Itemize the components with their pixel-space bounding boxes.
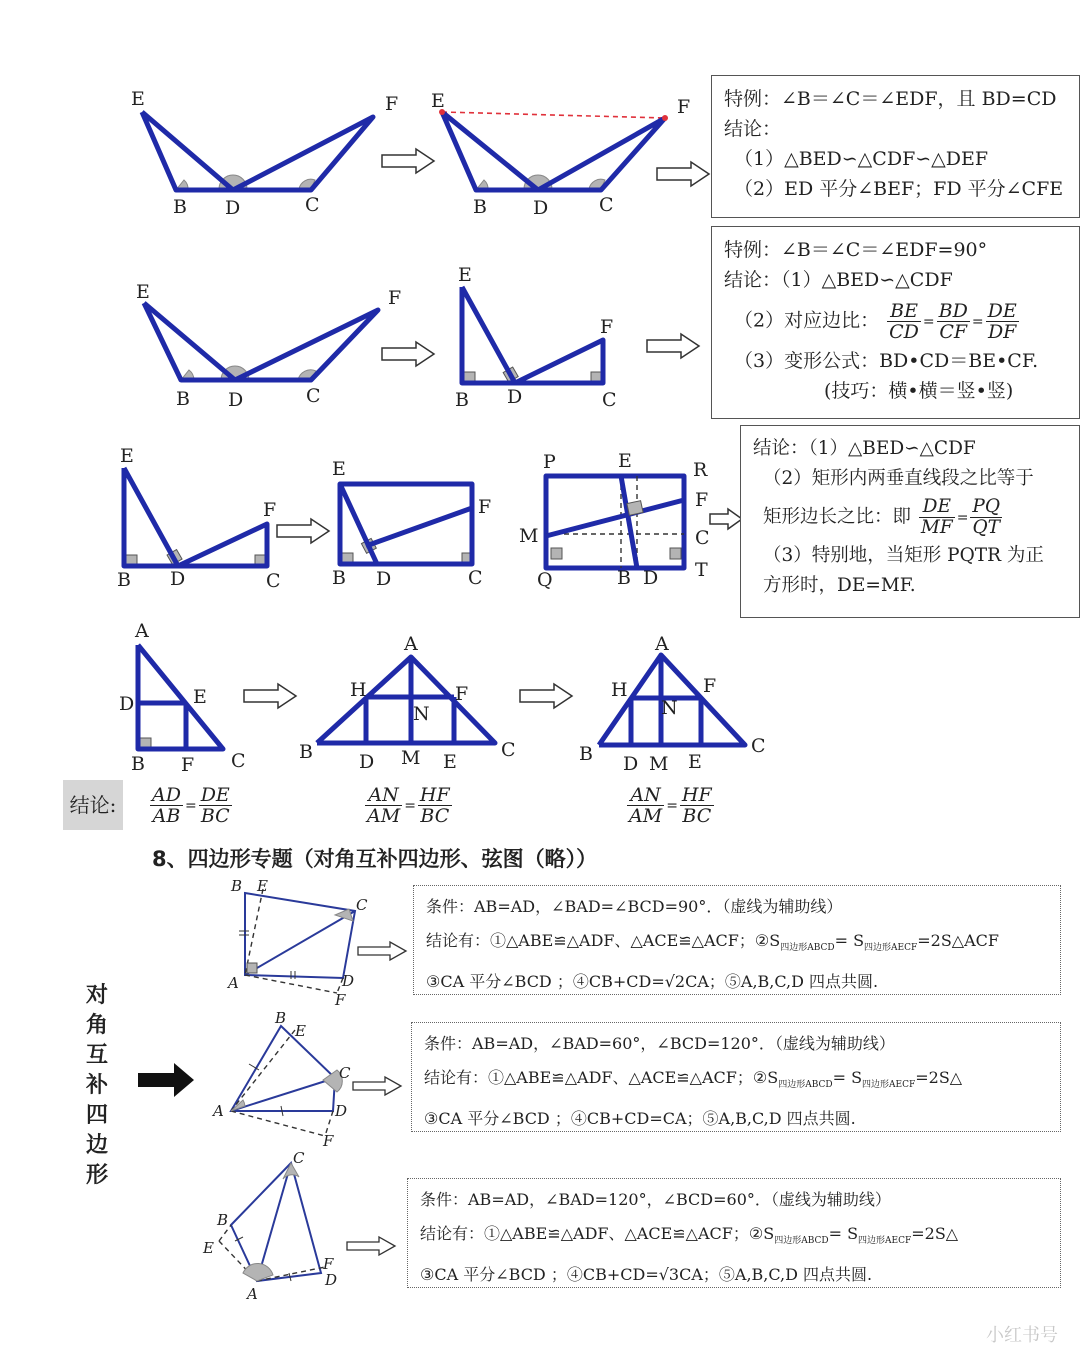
svg-text:D: D <box>119 693 135 715</box>
watermark: 小红书号 <box>986 1325 1058 1346</box>
svg-text:P: P <box>543 451 556 473</box>
svg-text:B: B <box>332 567 346 589</box>
svg-text:D: D <box>225 197 241 219</box>
denominator: BC <box>682 805 712 827</box>
vertical-char: 互 <box>85 1042 108 1068</box>
svg-text:F: F <box>323 1255 334 1273</box>
box-text: 特例：∠B＝∠C＝∠EDF，且 BD=CD <box>724 88 1057 110</box>
vertical-char: 对 <box>85 982 108 1008</box>
svg-text:D: D <box>507 386 523 408</box>
svg-text:C: C <box>602 389 617 411</box>
svg-text:F: F <box>385 93 399 115</box>
svg-text:B: B <box>173 196 187 218</box>
box-text: 结论：（1）△BED∽△CDF <box>753 438 976 459</box>
svg-text:E: E <box>332 458 346 480</box>
figure-row4-c <box>575 630 775 780</box>
box-text: =2S△ACF <box>917 931 999 950</box>
arrow-right-icon <box>351 1075 403 1097</box>
fraction <box>970 497 1002 538</box>
svg-text:C: C <box>468 567 483 589</box>
svg-text:D: D <box>623 753 639 775</box>
svg-text:C: C <box>306 385 321 407</box>
svg-text:M: M <box>649 753 669 775</box>
svg-text:E: E <box>443 751 457 773</box>
svg-text:F: F <box>263 499 277 521</box>
svg-text:A: A <box>655 633 669 655</box>
numerator: AN <box>365 785 402 806</box>
box-text: （2）ED 平分∠BEF；FD 平分∠CFE <box>734 178 1064 200</box>
denominator: MF <box>920 517 953 538</box>
box-text: 结论有：①△ABE≌△ADF、△ACE≌△ACF；②S <box>420 1224 775 1243</box>
figure-row2-a <box>130 280 400 420</box>
svg-text:H: H <box>350 679 367 701</box>
figure-row1-a <box>125 85 399 225</box>
conclusion-box-row1 <box>711 75 1080 218</box>
denominator: AM <box>629 805 663 827</box>
numerator: DE <box>919 497 955 518</box>
denominator: CD <box>889 321 919 343</box>
box-text: （3）变形公式：BD•CD＝BE•CF. <box>734 350 1039 372</box>
svg-text:N: N <box>661 697 678 719</box>
arrow-right-icon <box>518 682 574 710</box>
svg-text:D: D <box>533 197 549 219</box>
arrow-right-icon <box>356 940 408 962</box>
box-text: （2）对应边比： <box>734 309 880 332</box>
svg-text:F: F <box>695 489 709 511</box>
condition-box-1 <box>413 885 1061 995</box>
numerator: HF <box>419 784 450 806</box>
box-text: 方形时，DE=MF. <box>763 575 916 596</box>
arrow-right-icon <box>380 340 436 368</box>
vertical-char: 补 <box>85 1072 108 1098</box>
box-text: （3）特别地，当矩形 PQTR 为正 <box>763 545 1044 566</box>
box-text: 结论有：①△ABE≌△ADF、△ACE≌△ACF；②S <box>426 931 781 950</box>
svg-text:A: A <box>247 1285 258 1303</box>
svg-text:B: B <box>617 567 631 589</box>
svg-text:D: D <box>335 1102 348 1120</box>
svg-text:C: C <box>695 527 710 549</box>
figure-row4-b <box>295 630 525 780</box>
svg-text:F: F <box>181 754 195 776</box>
svg-text:F: F <box>388 287 402 309</box>
figure-row3-b <box>328 458 498 590</box>
arrow-right-icon <box>708 507 744 531</box>
svg-text:B: B <box>473 196 487 218</box>
subscript: 四边形AECF <box>864 943 918 954</box>
box-text: 特例：∠B＝∠C＝∠EDF=90° <box>724 239 988 261</box>
svg-text:F: F <box>703 675 717 697</box>
svg-text:F: F <box>323 1132 334 1150</box>
svg-text:B: B <box>131 753 145 775</box>
svg-text:E: E <box>431 90 445 112</box>
svg-text:E: E <box>257 877 268 895</box>
svg-text:H: H <box>611 679 628 701</box>
svg-text:D: D <box>228 389 244 411</box>
svg-text:D: D <box>359 751 375 773</box>
denominator: DF <box>987 321 1017 343</box>
svg-text:M: M <box>519 525 539 547</box>
svg-text:B: B <box>455 389 469 411</box>
svg-text:E: E <box>618 450 632 472</box>
box-text: 矩形边长之比：即 <box>763 506 912 528</box>
fraction <box>919 497 955 538</box>
svg-text:B: B <box>176 388 190 410</box>
svg-text:B: B <box>275 1009 287 1027</box>
svg-text:A: A <box>228 974 239 992</box>
svg-text:A: A <box>213 1102 224 1120</box>
ratio-row: （2）对应边比： $\frac{BE}{CD}$ = $\frac{BD}{CF}$ = $\frac{DE}{DF}$ <box>734 300 1017 343</box>
svg-text:F: F <box>335 991 346 1009</box>
result-row <box>420 1217 1048 1258</box>
svg-text:D: D <box>170 568 186 590</box>
figure-quad-3 <box>195 1145 355 1305</box>
numerator: DE <box>987 300 1017 322</box>
svg-text:B: B <box>579 743 593 765</box>
arrow-right-icon <box>242 682 298 710</box>
figure-quad-1 <box>225 875 370 1010</box>
svg-text:N: N <box>413 703 430 725</box>
svg-text:E: E <box>203 1239 214 1257</box>
vertical-label <box>82 980 112 1190</box>
box-text: （2）矩形内两垂直线段之比等于 <box>763 468 1034 489</box>
result-row <box>426 924 1048 965</box>
box-text: = S <box>828 1224 859 1243</box>
svg-text:C: C <box>501 739 516 761</box>
box-text: 结论：（1）△BED∽△CDF <box>724 269 953 291</box>
vertical-char: 角 <box>85 1012 108 1038</box>
figure-quad-2 <box>205 1008 365 1148</box>
svg-text:A: A <box>135 620 149 642</box>
numerator: DE <box>200 784 230 806</box>
svg-text:B: B <box>117 569 131 591</box>
svg-text:T: T <box>695 559 708 581</box>
svg-text:E: E <box>688 751 702 773</box>
numerator: AN <box>627 785 664 806</box>
denominator: AM <box>367 805 401 827</box>
numerator: HF <box>681 784 712 806</box>
vertical-char: 形 <box>85 1162 108 1188</box>
box-text: = S <box>834 931 865 950</box>
box-text: 条件：AB=AD，∠BAD=120°，∠BCD=60°．（虚线为辅助线） <box>420 1190 891 1209</box>
figure-row3-a <box>112 445 292 593</box>
numerator: PQ <box>972 496 1001 517</box>
svg-text:B: B <box>299 741 313 763</box>
svg-text:R: R <box>693 459 708 481</box>
figure-row2-b <box>450 265 630 415</box>
svg-text:D: D <box>376 568 392 590</box>
numerator: BE <box>887 301 921 322</box>
denominator: BC <box>420 805 450 827</box>
svg-text:E: E <box>295 1022 306 1040</box>
numerator: AD <box>152 784 181 806</box>
svg-text:D: D <box>643 567 659 589</box>
svg-text:F: F <box>478 496 492 518</box>
svg-text:Q: Q <box>537 569 553 591</box>
svg-text:C: C <box>231 750 246 772</box>
svg-text:C: C <box>339 1064 351 1082</box>
vertical-char: 边 <box>85 1132 108 1158</box>
subscript: 四边形AECF <box>862 1080 916 1091</box>
numerator: BD <box>938 300 968 322</box>
svg-text:D: D <box>342 972 355 990</box>
box-text: 结论： <box>724 118 782 140</box>
condition-box-2 <box>411 1022 1061 1132</box>
box-text: =2S△ <box>911 1224 959 1243</box>
box-text: (技巧：横•横＝竖•竖) <box>824 380 1014 402</box>
ratio-formula-3: $\frac{AN}{AM}$ = $\frac{HF}{BC}$ <box>629 784 712 827</box>
denominator: CF <box>939 321 968 343</box>
svg-text:F: F <box>600 316 614 338</box>
svg-text:E: E <box>120 445 134 467</box>
conclusion-label: 结论: <box>63 780 123 830</box>
box-text: ③CA 平分∠BCD ；④CB+CD=CA；⑤A,B,C,D 四点共圆. <box>424 1109 856 1129</box>
arrow-right-icon <box>655 160 711 188</box>
section-title: 8、四边形专题（对角互补四边形、弦图（略）） <box>152 847 598 871</box>
denominator: BC <box>200 805 230 827</box>
svg-text:E: E <box>193 686 207 708</box>
figure-row1-b <box>425 85 695 225</box>
svg-text:E: E <box>458 264 472 286</box>
svg-text:B: B <box>231 877 243 895</box>
subscript: 四边形ABCD <box>774 1236 829 1247</box>
svg-text:C: C <box>751 735 766 757</box>
denominator: QT <box>972 517 1000 538</box>
svg-text:F: F <box>455 683 469 705</box>
fraction <box>887 301 921 342</box>
svg-text:C: C <box>293 1149 305 1167</box>
svg-text:D: D <box>325 1271 338 1289</box>
svg-text:F: F <box>677 96 691 118</box>
svg-text:C: C <box>356 896 368 914</box>
conclusion-box-row2 <box>711 226 1080 419</box>
box-text: ③CA 平分∠BCD ；④CB+CD=√3CA；⑤A,B,C,D 四点共圆. <box>420 1265 873 1285</box>
vertical-char: 四 <box>85 1102 108 1128</box>
subscript: 四边形ABCD <box>780 943 835 954</box>
box-text: 条件：AB=AD，∠BAD=∠BCD=90°．（虚线为辅助线） <box>426 897 843 916</box>
svg-text:M: M <box>401 747 421 769</box>
subscript: 四边形AECF <box>858 1236 912 1247</box>
svg-text:E: E <box>131 88 145 110</box>
arrow-right-icon <box>345 1235 397 1257</box>
fraction <box>986 301 1019 342</box>
ratio-row: 矩形边长之比：即 $\frac{DE}{MF}$ = $\frac{PQ}{QT}$ <box>763 496 1001 538</box>
box-text: = S <box>832 1068 863 1087</box>
box-text: =2S△ <box>915 1068 963 1087</box>
arrow-right-icon <box>645 332 701 360</box>
fraction <box>937 301 970 342</box>
big-arrow-right-icon <box>138 1063 196 1097</box>
box-text: 结论有：①△ABE≌△ADF、△ACE≌△ACF；②S <box>424 1068 779 1087</box>
svg-text:C: C <box>305 194 320 216</box>
conclusion-box-row3 <box>740 425 1080 618</box>
arrow-right-icon <box>275 517 331 545</box>
condition-box-3 <box>407 1178 1061 1288</box>
ratio-formula-1: $\frac{AD}{AB}$ = $\frac{DE}{BC}$ <box>152 784 230 827</box>
svg-text:E: E <box>136 281 150 303</box>
box-text: ③CA 平分∠BCD ；④CB+CD=√2CA；⑤A,B,C,D 四点共圆. <box>426 972 879 992</box>
figure-row3-c <box>515 448 715 593</box>
denominator: AB <box>152 805 181 827</box>
svg-text:A: A <box>404 633 418 655</box>
figure-row4-a <box>115 620 255 780</box>
svg-text:C: C <box>599 194 614 216</box>
box-text: （1）△BED∽△CDF∽△DEF <box>734 148 989 170</box>
result-row <box>424 1061 1048 1102</box>
subscript: 四边形ABCD <box>778 1080 833 1091</box>
ratio-formula-2: $\frac{AN}{AM}$ = $\frac{HF}{BC}$ <box>367 784 450 827</box>
svg-text:B: B <box>217 1211 229 1229</box>
svg-text:C: C <box>266 570 281 592</box>
box-text: 条件：AB=AD，∠BAD=60°，∠BCD=120°．（虚线为辅助线） <box>424 1034 895 1053</box>
